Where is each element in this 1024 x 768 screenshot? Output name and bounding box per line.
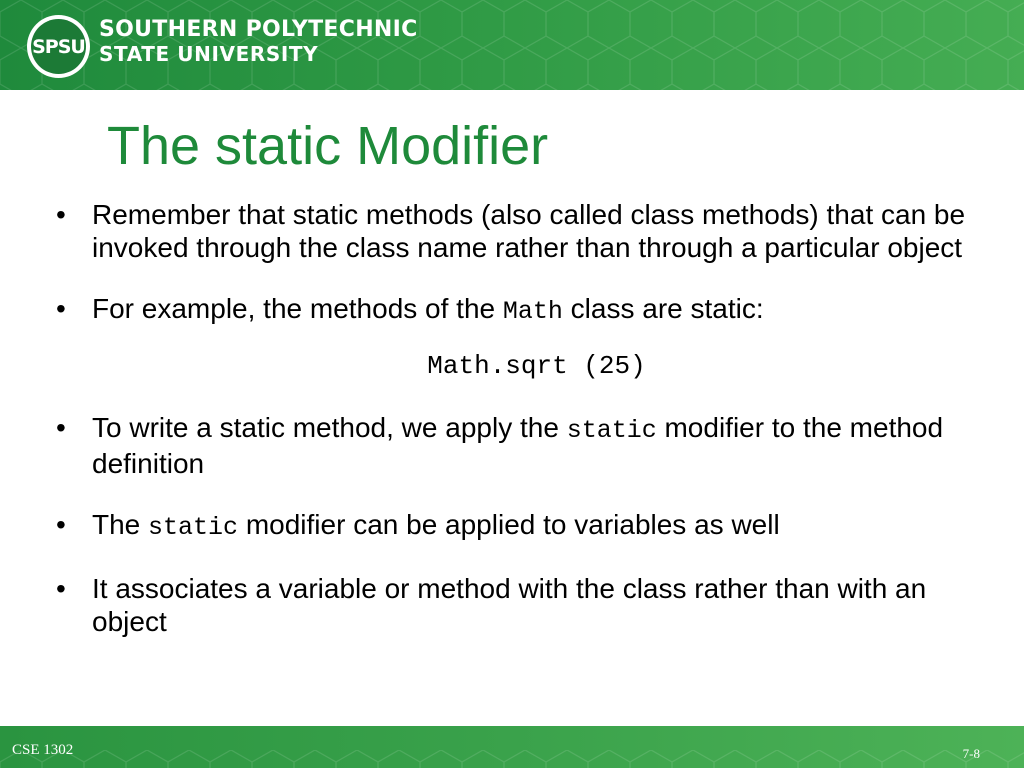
code-math-inline: Math: [502, 297, 563, 326]
code-static-inline: static: [566, 416, 657, 445]
course-label: CSE 1302: [12, 742, 74, 758]
footer-bar: [0, 726, 1024, 768]
university-name-line2: STATE UNIVERSITY: [99, 42, 319, 66]
logo-text: SPSU: [32, 35, 85, 58]
bullet-marker: •: [56, 199, 66, 230]
bullet-marker: •: [56, 509, 66, 540]
bullet-item-4: [50, 508, 1005, 544]
bullet-text-after: modifier can be applied to variables as well: [238, 509, 780, 540]
bullet-marker: •: [56, 573, 66, 604]
slide-content: [50, 198, 1005, 666]
spsu-logo: [27, 15, 90, 78]
bullet-marker: •: [56, 293, 66, 324]
bullet-item-1: [50, 198, 1005, 264]
bullet-item-5: [50, 572, 1005, 638]
bullet-text-before: The: [92, 509, 149, 540]
bullet-text-after: modifier to the method definition: [92, 412, 944, 479]
header-banner: [0, 0, 1024, 90]
slide-title: The static Modifier: [107, 116, 549, 176]
footer-hex-pattern-decoration: [0, 726, 1024, 768]
bullet-text-before: For example, the methods of the: [92, 293, 503, 324]
page-number: 7-8: [962, 746, 980, 761]
bullet-text: Remember that static methods (also called class methods) that can be invoked through the class name rather than through a particular object: [92, 199, 966, 263]
bullet-text-before: To write a static method, we apply the: [92, 412, 567, 443]
bullet-marker: •: [56, 412, 66, 443]
bullet-item-2: [50, 292, 1005, 328]
code-static-inline: static: [148, 513, 239, 542]
university-name: [99, 18, 418, 66]
bullet-text: It associates a variable or method with the class rather than with an object: [92, 573, 927, 637]
university-name-line1: SOUTHERN POLYTECHNIC: [99, 17, 418, 42]
bullet-item-3: [50, 411, 1005, 480]
spsu-logo-inner: [31, 19, 86, 74]
code-example: Math.sqrt (25): [427, 351, 646, 381]
bullet-text-after: class are static:: [562, 293, 764, 324]
